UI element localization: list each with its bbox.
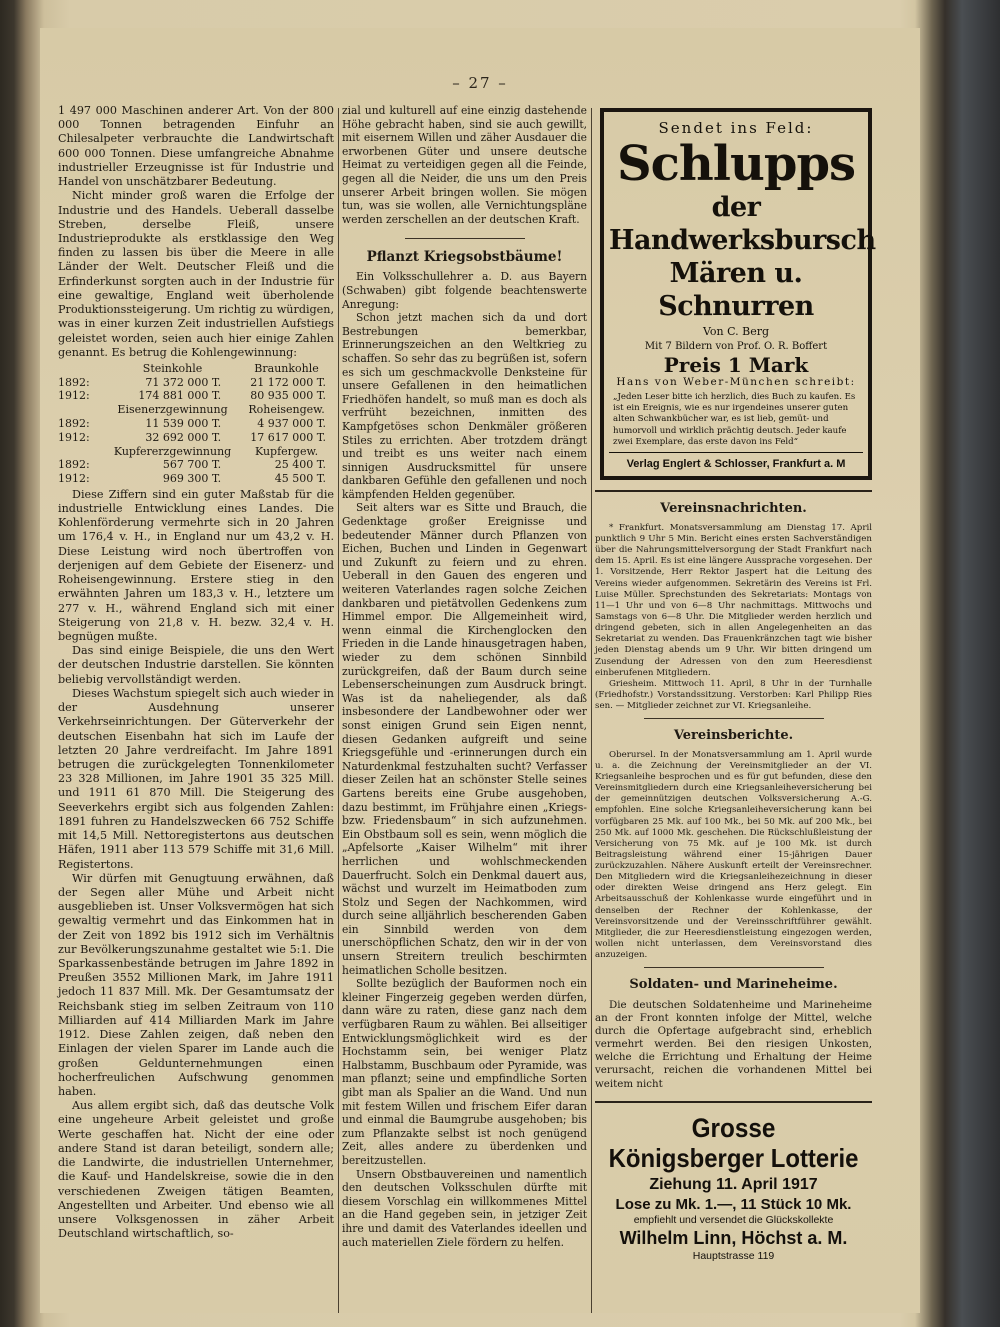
ad-subtitle: Mären u. Schnurren <box>658 258 814 323</box>
table-header: Kupfergew. <box>254 444 319 458</box>
lottery-draw-date: Ziehung 11. April 1917 <box>649 1175 818 1193</box>
paragraph: Die deutschen Soldatenheime und Marineheime an der Front konnten infolge der Mittel, welche durch die Opfertage aufgebracht sind, erheblich vermehrt werden. Bei den riesigen Unkosten, welche die Errichtung und Erhaltung der Heime verursacht, reichen die vorhandenen Mittel bei weitem nicht <box>595 998 872 1090</box>
paragraph: Aus allem ergibt sich, daß das deutsche Volk eine ungeheure Arbeit geleistet und große Werte geschaffen hat. Nicht der eine oder andere Stand ist daran beteiligt, sondern alle; die Landwirte, die industriellen Unternehmer, die Kauf- und Handelskreise, sowie die in den verschiedenen Zweigen tätigen Beamten, Angestellten und Arbeiter. Und ebenso wie all unsere Volksgenossen in zäher Arbeit Deutschland wirtschaftlich, so- <box>58 1099 334 1241</box>
table-cell: 1912: <box>58 389 90 403</box>
table-header: Eisenerzgewinnung <box>117 403 228 417</box>
table-header: Roheisengew. <box>248 403 325 417</box>
paragraph: Diese Ziffern sind ein guter Maßstab für die industrielle Entwicklung eines Landes. Die Kohlenförderung vermehrte sich in 20 Jahren um 176,4 v. H., in England nur um 43,2 v. H. Diese Leistung wird noch übertroffen von derjenigen auf dem Gebiete der Eisenerz- und Roheisengewinnung. Erstere stieg in den erwähnten Jahren um 183,3 v. H., letztere um 277 v. H., während England sich mit einer Steigerung von 21,8 v. H. bezw. 32,4 v. H. begnügen mußte. <box>58 487 334 644</box>
paragraph: 1 497 000 Maschinen anderer Art. Von der 800 000 Tonnen betragenden Einfuhr an Chilesalpeter verbrauchte die Landwirtschaft 600 000 Tonnen. Diese umfangreiche Abnahme industrieller Erzeugnisse ist für Industrie und Handel von unschätzbarer Bedeutung. <box>58 104 334 189</box>
paragraph: * Frankfurt. Monatsversammlung am Dienstag 17. April punktlich 9 Uhr 5 Min. Bericht eines ersten Sachverständigen über die Nahrungsmittelversorgung der Stadt Frankfurt nach dem 15. April. Es ist eine längere Aussprache vorgesehen. Der 1. Vorsitzende, Herr Rektor Jaspert hat die Leitung des Vereins wieder aufgenommen. Sekretärin des Vereins ist Frl. Luise Müller. Sprechstunden des Sekretariats: Montags von 11—1 Uhr und von 6—8 Uhr nachmittags. Mittwochs und Samstags von 6—8 Uhr. Die Mitglieder werden herzlich und dringend gebeten, sich in allen Angelegenheiten an das Sekretariat zu wenden. Das Frauenkränzchen tagt wie bisher jeden Dienstag abends um 9 Uhr. Wir bitten dringend um Zusendung der Adressen von den zum Heeresdienst einberufenen Mitgliedern. <box>595 522 872 678</box>
table-cell: 1912: <box>58 472 90 486</box>
lottery-name: Königsberger Lotterie <box>608 1142 859 1173</box>
paragraph: zial und kulturell auf eine einzig dastehende Höhe gebracht haben, sind sie auch gewillt, mit eisernem Willen und zäher Ausdauer die erworbenen Güter und unsere deutsche Heimat zu verteidigen gegen all die Feinde, gegen all die Neider, die uns um den Preis unserer Arbeit bringen wollen. Sie mögen tun, was sie wollen, alle Vernichtungspläne werden zerschellen an der deutschen Kraft. <box>342 104 587 226</box>
paragraph: Wir dürfen mit Genugtuung erwähnen, daß der Segen aller Mühe und Arbeit nicht ausgeblieben ist. Unser Volksvermögen hat sich gewaltig vermehrt und das Einkommen hat in der Zeit von 1892 bis 1912 sich im Verhältnis zur Bevölkerungszunahme gestaltet wie 5:1. Die Sparkassenbestände betrugen im Jahre 1892 in Preußen 3552 Millionen Mark, im Jahre 1911 jedoch 11 837 Mill. Mk. Der Gesamtumsatz der Reichsbank stieg im selben Zeitraum von 110 Milliarden auf 414 Milliarden Mark im Jahre 1912. Diese Zahlen zeigen, daß neben den Einlagen der vielen Sparer im Lande auch die großen Geldunternehmungen einen hocherfreulichen Aufschwung genommen haben. <box>58 871 334 1099</box>
ad-illustrator: Mit 7 Bildern von Prof. O. R. Boffert <box>644 340 828 352</box>
paragraph: Seit alters war es Sitte und Brauch, die Gedenktage großer Ereignisse und bedeutender Männer durch Pflanzen von Eichen, Buchen und Linden in Gegenwart und Zukunft zu feiern und zu ehren. Ueberall in den Gauen des engeren und weiteren Vaterlandes ragen solche Zeichen dankbaren und pietätvollen Gedenkens zum Himmel empor. Die Allgemeinheit wird, wenn einmal die Kirchenglocken den Frieden in die Lande hinausgetragen haben, wieder zu dem schönen Sinnbild zurückgreifen, daß der Baum durch seine Lebenserscheinungen zum Ausdruck bringt. Was ist da naheliegender, als daß insbesondere der Landbewohner oder wer sonst einigen Grund sein Eigen nennt, diesen Gedanken aufgreift und seine Kriegsgefühle und -erinnerungen durch ein Naturdenkmal festzuhalten sucht? Verfasser dieser Zeilen hat an schönster Stelle seines Gartens bereits eine Grube ausgehoben, dazu bestimmt, im Frühjahre einen „Kriegs- bzw. Friedensbaum“ in sich aufzunehmen. Ein Obstbaum soll es sein, wenn möglich die „Apfelsorte „Kaiser Wilhelm“ mit ihrer herrlichen und wohlschmeckenden Dauerfrucht. Solch ein Denkmal dauert aus, wächst und wurzelt im Heimatboden zum Stolz und Segen der Nachkommen, wird durch seine alljährlich bescherenden Gaben ein Sinnbild werden von dem unerschöpflichen Schatz, den wir in der von unsern Streitern treulich beschirmten heimatlichen Scholle besitzen. <box>342 501 587 977</box>
table-header: Braunkohle <box>254 361 319 375</box>
table-header: Kupfererzgewinnung <box>113 444 232 458</box>
table-cell: 4 937 000 T. <box>257 417 326 430</box>
section-title: Vereinsberichte. <box>673 728 794 744</box>
section-divider <box>595 490 872 492</box>
ad-price: Preis 1 Mark <box>663 353 809 378</box>
paragraph: Oberursel. In der Monatsversammlung am 1. April wurde u. a. die Zeichnung der Vereinsmitglieder an der VI. Kriegsanleihe besprochen und es für gut befunden, diese den Vereinsmitgliedern durch eine Kriegsanleiheversicherung bei der gemeinnützigen deutschen Volksversicherung A.-G. empfohlen. Eine solche Kriegsanleiheversicherung kann bei vorfügbaren 25 Mk. auf 100 Mk., bei 50 Mk. auf 200 Mk., bei 250 Mk. auf 1000 Mk. geschehen. Die Rückschlußleistung der Versicherung von 75 Mk. auf je 100 Mk. ist durch Beitragsleistung während einer 15-jährigen Dauer zurückzuzahlen. Nähere Auskunft erteilt der Vereinsrechner. Den Mitgliedern wird die Kriegsanleihezeichnung in dieser oder direkten Weise dringend ans Herz gelegt. Ein Arbeitsausschuß der Kohlenkasse wurde eingeführt und in denselben der Rechner der Kohlenkasse, der Vereinsvorsitzende und der Vereinsschriftführer gewählt. Mitglieder, die zur Heeresdienstleistung eingezogen werden, wollen nicht unterlassen, dem Vereinsvorstand dies anzuzeigen. <box>595 749 872 961</box>
paragraph: Sollte bezüglich der Bauformen noch ein kleiner Fingerzeig gegeben werden dürfen, dann wäre zu raten, diese ganz nach dem verfügbaren Raum zu wählen. Bei allseitiger Entwicklungsmöglichkeit wird es der Hochstamm sein, bei weniger Platz Halbstamm, Buschbaum oder Pyramide, was man pflanzt; seine und empfindliche Sorten gibt man als Spalier an die Wand. Und nun mit festem Willen und frischem Eifer daran und einmal die Baumgrube ausgehoben; bis zum Pflanzakte selbst ist noch genügend Zeit, alles andere zu überdenken und bereitzustellen. <box>342 977 587 1167</box>
table-cell: 1892: <box>58 375 90 389</box>
lottery-seller-name: Wilhelm Linn, Höchst a. M. <box>619 1227 848 1248</box>
ad-title: Schlupps <box>616 136 856 193</box>
ad-publisher: Verlag Englert & Schlosser, Frankfurt a. M <box>626 458 846 471</box>
newspaper-page <box>40 28 920 1313</box>
paragraph: Das sind einige Beispiele, die uns den Wert der deutschen Industrie darstellen. Sie könnten beliebig vervollständigt werden. <box>58 644 334 686</box>
section-divider <box>644 718 824 719</box>
table-cell: 1912: <box>58 430 90 444</box>
ad-author: Von C. Berg <box>702 325 770 339</box>
lottery-advertisement <box>595 1113 872 1263</box>
table-cell: 1892: <box>58 417 90 430</box>
column-rule <box>591 108 592 1313</box>
column-1 <box>58 104 334 1241</box>
lottery-seller-note: empfiehlt und versendet die Glückskollekte <box>633 1213 834 1226</box>
lottery-headline: Grosse <box>691 1112 776 1143</box>
column-3 <box>595 108 876 1263</box>
table-cell: 45 500 T. <box>274 472 326 486</box>
paragraph: Ein Volksschullehrer a. D. aus Bayern (Schwaben) gibt folgende beachtenswerte Anregung: <box>342 270 587 311</box>
table-cell: 21 172 000 T. <box>250 375 326 389</box>
table-cell: 174 881 000 T. <box>138 389 222 403</box>
ad-quote: „Jeden Leser bitte ich herzlich, dies Buch zu kaufen. Es ist ein Ereignis, wie es nur irgendeines unserer guten alten Schwankbücher war, es ist lieb, gemüt- und humorvoll und wirklich prächtig deutsch. Jeder kaufe zwei Exemplare, das erste davon ins Feld“ <box>613 392 856 447</box>
table-cell: 1892: <box>58 458 90 472</box>
paragraph: Griesheim. Mittwoch 11. April, 8 Uhr in der Turnhalle (Friedhofstr.) Vorstandssitzung. Verstorben: Karl Philipp Ries sen. — Mitglieder zeichnet zur VI. Kriegsanleihe. <box>595 678 872 712</box>
section-divider <box>595 1101 872 1103</box>
table-cell: 17 617 000 T. <box>250 430 326 444</box>
column-rule <box>338 108 339 1313</box>
table-cell: 32 692 000 T. <box>145 430 222 444</box>
table-cell: 25 400 T. <box>274 458 326 472</box>
ad-reviewer: Hans von Weber-München schreibt: <box>616 375 856 388</box>
paragraph: Unsern Obstbauvereinen und namentlich den deutschen Volksschulen dürfte mit diesem Vorschlag ein willkommenes Mittel an die Hand gegeben sein, in jetziger Zeit ihre und damit des Vaterlandes ideellen und auch materiellen Ziele fördern zu helfen. <box>342 1167 587 1249</box>
paragraph: Dieses Wachstum spiegelt sich auch wieder in der Ausdehnung unserer Verkehrseinrichtungen. Der Güterverkehr der deutschen Eisenbahn hat sich im Laufe der letzten 20 Jahre verdreifacht. Im Jahre 1891 betrugen die zurückgelegten Tonnenkilometer 23 328 Millionen, im Jahre 1901 35 325 Mill. und 1911 61 870 Mill. Die Steigerung des Seeverkehrs ergibt sich aus folgenden Zahlen: 1891 fuhren zu Handelszwecken 66 752 Schiffe mit 14,5 Mill. Nettoregistertons aus deutschen Häfen, 1911 aber 113 579 Schiffe mit 31,6 Mill. Registertons. <box>58 686 334 871</box>
lottery-ticket-price: Lose zu Mk. 1.—, 11 Stück 10 Mk. <box>615 1195 852 1213</box>
section-divider <box>405 238 525 239</box>
section-title: Soldaten- und Marineheime. <box>629 977 838 993</box>
ad-tagline: Sendet ins Feld: <box>658 119 814 137</box>
table-header: Steinkohle <box>142 361 203 375</box>
table-cell: 11 539 000 T. <box>145 417 222 430</box>
ad-divider <box>609 452 863 453</box>
section-title: Vereinsnachrichten. <box>660 501 807 517</box>
table-cell: 71 372 000 T. <box>145 375 222 389</box>
article-title: Pflanzt Kriegsobstbäume! <box>366 249 563 266</box>
lottery-seller-address: Hauptstrasse 119 <box>692 1249 775 1262</box>
page-number: – 27 – <box>452 74 508 92</box>
ad-subtitle: der Handwerksbursch <box>609 192 876 257</box>
paragraph: Schon jetzt machen sich da und dort Bestrebungen bemerkbar, Erinnerungszeichen an den Weltkrieg zu schaffen. So sehr das zu begrüßen ist, sofern es sich um geschmackvolle Denksteine für unsere Gefallenen in den heimatlichen Friedhöfen handelt, so muß man es doch als verfrüht bezeichnen, inmitten des Kampfgetöses schon Denkmäler größeren Stiles zu errichten. Aber trotzdem drängt und treibt es uns weiter nach einem sinnigen Ausdrucksmittel für unsere dankbaren Gefühle den gefallenen und noch kämpfenden Helden gegenüber. <box>342 311 587 501</box>
column-2 <box>342 104 587 1249</box>
table-cell: 80 935 000 T. <box>250 389 326 403</box>
table-cell: 969 300 T. <box>162 472 222 486</box>
table-cell: 567 700 T. <box>162 458 222 472</box>
section-divider <box>644 967 824 968</box>
paragraph: Nicht minder groß waren die Erfolge der Industrie und des Handels. Ueberall dasselbe Streben, derselbe Fleiß, unsere Industrieprodukte als erstklassige den Weg finden zu lassen bis über die Meere in alle Länder der Welt. Deutscher Fleiß und die Erfinderkunst sorgten auch in der Industrie für eine gewaltige, England weit überholende Produktionssteigerung. Um richtig zu würdigen, was in einer kurzen Zeit industriellen Aufstiegs geleistet worden, seien auch hier einige Zahlen genannt. Es betrug die Kohlengewinnung: <box>58 189 334 359</box>
statistics-table <box>58 362 334 486</box>
book-advertisement <box>600 108 876 480</box>
